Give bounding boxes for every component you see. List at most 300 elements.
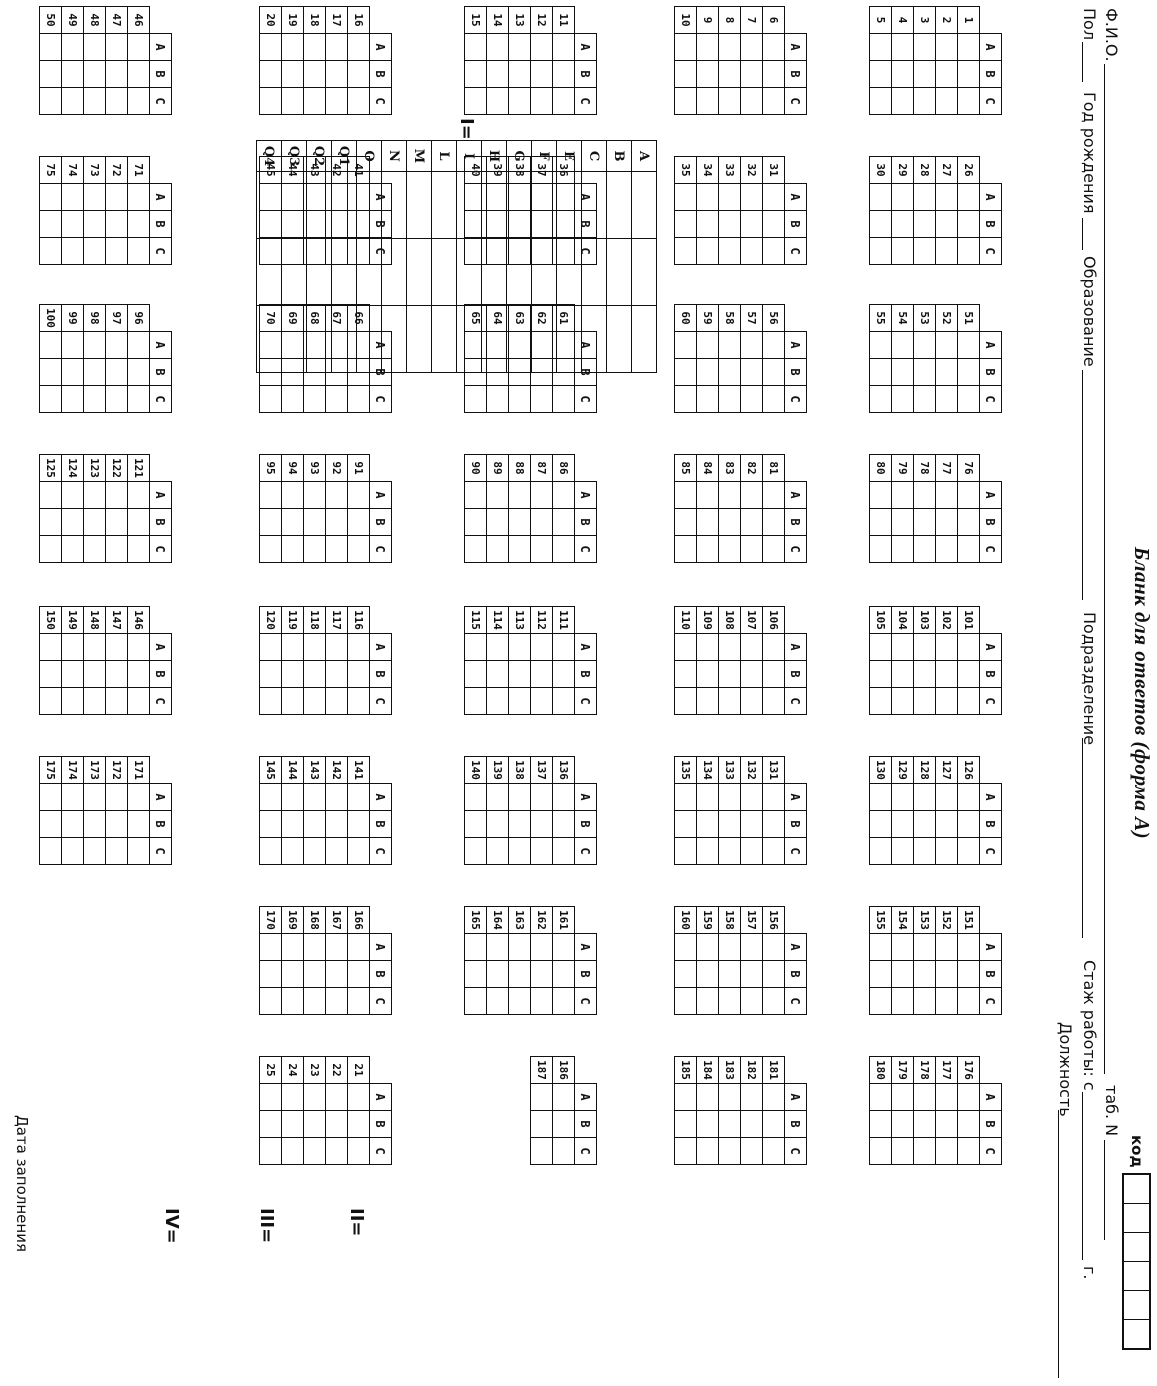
- answer-cell[interactable]: [763, 184, 785, 211]
- answer-cell[interactable]: [487, 536, 509, 563]
- factor-score-cell[interactable]: [432, 306, 457, 373]
- factor-score-cell[interactable]: [357, 172, 382, 239]
- answer-cell[interactable]: [958, 536, 980, 563]
- answer-cell[interactable]: [106, 88, 128, 115]
- answer-cell[interactable]: [936, 634, 958, 661]
- answer-cell[interactable]: [763, 1138, 785, 1165]
- answer-cell[interactable]: [870, 238, 892, 265]
- answer-cell[interactable]: [40, 386, 62, 413]
- answer-cell[interactable]: [531, 34, 553, 61]
- answer-cell[interactable]: [675, 238, 697, 265]
- position-field[interactable]: [1058, 1110, 1059, 1378]
- answer-cell[interactable]: [282, 34, 304, 61]
- factor-score-cell[interactable]: [482, 239, 507, 306]
- answer-cell[interactable]: [719, 536, 741, 563]
- answer-cell[interactable]: [936, 961, 958, 988]
- answer-cell[interactable]: [892, 784, 914, 811]
- answer-cell[interactable]: [741, 1111, 763, 1138]
- answer-cell[interactable]: [304, 34, 326, 61]
- answer-cell[interactable]: [62, 184, 84, 211]
- answer-cell[interactable]: [719, 811, 741, 838]
- answer-cell[interactable]: [487, 386, 509, 413]
- answer-cell[interactable]: [106, 332, 128, 359]
- answer-cell[interactable]: [128, 88, 150, 115]
- factor-score-cell[interactable]: [257, 239, 282, 306]
- factor-score-cell[interactable]: [632, 306, 657, 373]
- answer-cell[interactable]: [675, 332, 697, 359]
- factor-score-cell[interactable]: [257, 172, 282, 239]
- answer-cell[interactable]: [697, 961, 719, 988]
- answer-cell[interactable]: [958, 1138, 980, 1165]
- answer-cell[interactable]: [914, 61, 936, 88]
- answer-cell[interactable]: [84, 688, 106, 715]
- answer-cell[interactable]: [40, 536, 62, 563]
- answer-cell[interactable]: [936, 88, 958, 115]
- answer-cell[interactable]: [106, 359, 128, 386]
- answer-cell[interactable]: [304, 838, 326, 865]
- answer-cell[interactable]: [326, 1084, 348, 1111]
- answer-cell[interactable]: [84, 509, 106, 536]
- answer-cell[interactable]: [62, 88, 84, 115]
- answer-cell[interactable]: [675, 88, 697, 115]
- answer-cell[interactable]: [40, 838, 62, 865]
- answer-cell[interactable]: [40, 688, 62, 715]
- answer-cell[interactable]: [763, 482, 785, 509]
- answer-cell[interactable]: [282, 934, 304, 961]
- answer-cell[interactable]: [719, 88, 741, 115]
- factor-score-cell[interactable]: [632, 239, 657, 306]
- answer-cell[interactable]: [958, 482, 980, 509]
- answer-cell[interactable]: [260, 1111, 282, 1138]
- answer-cell[interactable]: [719, 1138, 741, 1165]
- answer-cell[interactable]: [936, 688, 958, 715]
- answer-cell[interactable]: [40, 509, 62, 536]
- answer-cell[interactable]: [892, 1111, 914, 1138]
- answer-cell[interactable]: [282, 961, 304, 988]
- answer-cell[interactable]: [465, 386, 487, 413]
- answer-cell[interactable]: [697, 88, 719, 115]
- answer-cell[interactable]: [128, 838, 150, 865]
- factor-score-cell[interactable]: [407, 172, 432, 239]
- answer-cell[interactable]: [84, 211, 106, 238]
- answer-cell[interactable]: [326, 988, 348, 1015]
- answer-cell[interactable]: [84, 34, 106, 61]
- answer-cell[interactable]: [870, 934, 892, 961]
- answer-cell[interactable]: [741, 988, 763, 1015]
- answer-cell[interactable]: [741, 934, 763, 961]
- answer-cell[interactable]: [487, 661, 509, 688]
- answer-cell[interactable]: [106, 386, 128, 413]
- answer-cell[interactable]: [892, 838, 914, 865]
- answer-cell[interactable]: [914, 688, 936, 715]
- factor-score-cell[interactable]: [632, 172, 657, 239]
- answer-cell[interactable]: [675, 34, 697, 61]
- factor-score-cell[interactable]: [507, 239, 532, 306]
- answer-cell[interactable]: [719, 661, 741, 688]
- answer-cell[interactable]: [892, 988, 914, 1015]
- answer-cell[interactable]: [40, 211, 62, 238]
- answer-cell[interactable]: [465, 961, 487, 988]
- answer-cell[interactable]: [719, 359, 741, 386]
- answer-cell[interactable]: [40, 811, 62, 838]
- answer-cell[interactable]: [106, 61, 128, 88]
- answer-cell[interactable]: [958, 934, 980, 961]
- code-box-cell[interactable]: [1124, 1291, 1149, 1320]
- answer-cell[interactable]: [675, 359, 697, 386]
- answer-cell[interactable]: [84, 61, 106, 88]
- factor-score-cell[interactable]: [457, 172, 482, 239]
- answer-cell[interactable]: [741, 211, 763, 238]
- answer-cell[interactable]: [260, 661, 282, 688]
- factor-score-cell[interactable]: [307, 306, 332, 373]
- factor-score-cell[interactable]: [532, 172, 557, 239]
- answer-cell[interactable]: [697, 238, 719, 265]
- education-field[interactable]: [1082, 370, 1083, 600]
- answer-cell[interactable]: [106, 661, 128, 688]
- answer-cell[interactable]: [553, 961, 575, 988]
- answer-cell[interactable]: [914, 811, 936, 838]
- answer-cell[interactable]: [40, 184, 62, 211]
- answer-cell[interactable]: [304, 61, 326, 88]
- answer-cell[interactable]: [260, 811, 282, 838]
- answer-cell[interactable]: [870, 509, 892, 536]
- factor-score-cell[interactable]: [382, 239, 407, 306]
- answer-cell[interactable]: [719, 634, 741, 661]
- answer-cell[interactable]: [741, 838, 763, 865]
- answer-cell[interactable]: [936, 61, 958, 88]
- answer-cell[interactable]: [128, 536, 150, 563]
- answer-cell[interactable]: [465, 784, 487, 811]
- answer-cell[interactable]: [326, 784, 348, 811]
- answer-cell[interactable]: [509, 661, 531, 688]
- work-experience-field[interactable]: [1082, 1092, 1083, 1260]
- answer-cell[interactable]: [763, 688, 785, 715]
- answer-cell[interactable]: [282, 811, 304, 838]
- answer-cell[interactable]: [260, 988, 282, 1015]
- answer-cell[interactable]: [62, 536, 84, 563]
- answer-cell[interactable]: [763, 1111, 785, 1138]
- answer-cell[interactable]: [958, 838, 980, 865]
- answer-cell[interactable]: [719, 509, 741, 536]
- answer-cell[interactable]: [741, 34, 763, 61]
- answer-cell[interactable]: [348, 838, 370, 865]
- answer-cell[interactable]: [741, 386, 763, 413]
- answer-cell[interactable]: [106, 34, 128, 61]
- answer-cell[interactable]: [326, 34, 348, 61]
- answer-cell[interactable]: [282, 1111, 304, 1138]
- answer-cell[interactable]: [958, 509, 980, 536]
- answer-cell[interactable]: [553, 509, 575, 536]
- answer-cell[interactable]: [958, 238, 980, 265]
- answer-cell[interactable]: [553, 536, 575, 563]
- answer-cell[interactable]: [326, 661, 348, 688]
- answer-cell[interactable]: [914, 332, 936, 359]
- answer-cell[interactable]: [763, 661, 785, 688]
- answer-cell[interactable]: [509, 988, 531, 1015]
- answer-cell[interactable]: [697, 482, 719, 509]
- answer-cell[interactable]: [763, 509, 785, 536]
- answer-cell[interactable]: [465, 934, 487, 961]
- factor-score-cell[interactable]: [407, 239, 432, 306]
- answer-cell[interactable]: [936, 1138, 958, 1165]
- answer-cell[interactable]: [487, 634, 509, 661]
- sex-field[interactable]: [1082, 42, 1083, 82]
- answer-cell[interactable]: [914, 784, 936, 811]
- answer-cell[interactable]: [936, 359, 958, 386]
- answer-cell[interactable]: [914, 211, 936, 238]
- answer-cell[interactable]: [487, 934, 509, 961]
- answer-cell[interactable]: [106, 634, 128, 661]
- answer-cell[interactable]: [741, 332, 763, 359]
- answer-cell[interactable]: [348, 88, 370, 115]
- answer-cell[interactable]: [741, 238, 763, 265]
- answer-cell[interactable]: [763, 88, 785, 115]
- answer-cell[interactable]: [260, 838, 282, 865]
- answer-cell[interactable]: [675, 988, 697, 1015]
- answer-cell[interactable]: [62, 784, 84, 811]
- answer-cell[interactable]: [553, 1111, 575, 1138]
- answer-cell[interactable]: [282, 1138, 304, 1165]
- answer-cell[interactable]: [62, 811, 84, 838]
- answer-cell[interactable]: [62, 634, 84, 661]
- answer-cell[interactable]: [106, 482, 128, 509]
- answer-cell[interactable]: [914, 536, 936, 563]
- answer-cell[interactable]: [936, 988, 958, 1015]
- answer-cell[interactable]: [914, 1111, 936, 1138]
- answer-cell[interactable]: [958, 34, 980, 61]
- answer-cell[interactable]: [304, 509, 326, 536]
- answer-cell[interactable]: [936, 184, 958, 211]
- answer-cell[interactable]: [106, 688, 128, 715]
- answer-cell[interactable]: [741, 688, 763, 715]
- answer-cell[interactable]: [914, 509, 936, 536]
- answer-cell[interactable]: [84, 238, 106, 265]
- factor-score-cell[interactable]: [382, 172, 407, 239]
- answer-cell[interactable]: [465, 61, 487, 88]
- answer-cell[interactable]: [675, 934, 697, 961]
- answer-cell[interactable]: [697, 661, 719, 688]
- answer-cell[interactable]: [84, 359, 106, 386]
- answer-cell[interactable]: [260, 688, 282, 715]
- answer-cell[interactable]: [697, 811, 719, 838]
- answer-cell[interactable]: [260, 961, 282, 988]
- answer-cell[interactable]: [763, 784, 785, 811]
- answer-cell[interactable]: [40, 482, 62, 509]
- answer-cell[interactable]: [509, 838, 531, 865]
- answer-cell[interactable]: [487, 509, 509, 536]
- answer-cell[interactable]: [84, 482, 106, 509]
- answer-cell[interactable]: [84, 386, 106, 413]
- answer-cell[interactable]: [870, 811, 892, 838]
- answer-cell[interactable]: [260, 536, 282, 563]
- answer-cell[interactable]: [763, 634, 785, 661]
- answer-cell[interactable]: [553, 634, 575, 661]
- answer-cell[interactable]: [763, 934, 785, 961]
- answer-cell[interactable]: [936, 211, 958, 238]
- factor-score-cell[interactable]: [307, 239, 332, 306]
- factor-score-cell[interactable]: [282, 306, 307, 373]
- answer-cell[interactable]: [914, 934, 936, 961]
- answer-cell[interactable]: [719, 838, 741, 865]
- answer-cell[interactable]: [348, 386, 370, 413]
- answer-cell[interactable]: [958, 634, 980, 661]
- answer-cell[interactable]: [697, 1111, 719, 1138]
- answer-cell[interactable]: [465, 838, 487, 865]
- answer-cell[interactable]: [348, 661, 370, 688]
- answer-cell[interactable]: [304, 88, 326, 115]
- answer-cell[interactable]: [553, 784, 575, 811]
- answer-cell[interactable]: [697, 61, 719, 88]
- answer-cell[interactable]: [741, 661, 763, 688]
- factor-score-cell[interactable]: [582, 172, 607, 239]
- answer-cell[interactable]: [741, 61, 763, 88]
- answer-cell[interactable]: [465, 988, 487, 1015]
- answer-cell[interactable]: [128, 509, 150, 536]
- answer-cell[interactable]: [936, 784, 958, 811]
- factor-score-cell[interactable]: [307, 172, 332, 239]
- answer-cell[interactable]: [892, 661, 914, 688]
- answer-cell[interactable]: [40, 784, 62, 811]
- answer-cell[interactable]: [62, 661, 84, 688]
- answer-cell[interactable]: [892, 332, 914, 359]
- answer-cell[interactable]: [40, 332, 62, 359]
- factor-score-cell[interactable]: [432, 239, 457, 306]
- answer-cell[interactable]: [675, 961, 697, 988]
- factor-score-cell[interactable]: [507, 306, 532, 373]
- answer-cell[interactable]: [509, 961, 531, 988]
- birth-year-field[interactable]: [1082, 218, 1083, 250]
- answer-cell[interactable]: [914, 961, 936, 988]
- answer-cell[interactable]: [40, 238, 62, 265]
- answer-cell[interactable]: [892, 482, 914, 509]
- answer-cell[interactable]: [84, 184, 106, 211]
- answer-cell[interactable]: [892, 1138, 914, 1165]
- answer-cell[interactable]: [40, 34, 62, 61]
- answer-cell[interactable]: [84, 811, 106, 838]
- answer-cell[interactable]: [870, 961, 892, 988]
- answer-cell[interactable]: [763, 359, 785, 386]
- answer-cell[interactable]: [348, 482, 370, 509]
- answer-cell[interactable]: [870, 1138, 892, 1165]
- answer-cell[interactable]: [553, 1084, 575, 1111]
- answer-cell[interactable]: [304, 482, 326, 509]
- answer-cell[interactable]: [892, 211, 914, 238]
- answer-cell[interactable]: [763, 34, 785, 61]
- answer-cell[interactable]: [870, 61, 892, 88]
- answer-cell[interactable]: [958, 988, 980, 1015]
- answer-cell[interactable]: [741, 536, 763, 563]
- answer-cell[interactable]: [741, 184, 763, 211]
- answer-cell[interactable]: [260, 34, 282, 61]
- answer-cell[interactable]: [936, 386, 958, 413]
- answer-cell[interactable]: [870, 536, 892, 563]
- answer-cell[interactable]: [487, 811, 509, 838]
- answer-cell[interactable]: [719, 34, 741, 61]
- answer-cell[interactable]: [870, 1084, 892, 1111]
- answer-cell[interactable]: [465, 482, 487, 509]
- answer-cell[interactable]: [531, 61, 553, 88]
- answer-cell[interactable]: [719, 1111, 741, 1138]
- factor-score-cell[interactable]: [557, 172, 582, 239]
- answer-cell[interactable]: [675, 184, 697, 211]
- answer-cell[interactable]: [763, 332, 785, 359]
- answer-cell[interactable]: [304, 934, 326, 961]
- answer-cell[interactable]: [892, 811, 914, 838]
- answer-cell[interactable]: [553, 661, 575, 688]
- answer-cell[interactable]: [509, 688, 531, 715]
- answer-cell[interactable]: [509, 386, 531, 413]
- answer-cell[interactable]: [348, 61, 370, 88]
- answer-cell[interactable]: [763, 536, 785, 563]
- answer-cell[interactable]: [763, 211, 785, 238]
- answer-cell[interactable]: [892, 934, 914, 961]
- code-box-cell[interactable]: [1124, 1233, 1149, 1262]
- answer-cell[interactable]: [326, 634, 348, 661]
- answer-cell[interactable]: [326, 811, 348, 838]
- answer-cell[interactable]: [675, 386, 697, 413]
- answer-cell[interactable]: [531, 934, 553, 961]
- answer-cell[interactable]: [892, 509, 914, 536]
- answer-cell[interactable]: [553, 34, 575, 61]
- answer-cell[interactable]: [326, 482, 348, 509]
- answer-cell[interactable]: [326, 536, 348, 563]
- answer-cell[interactable]: [487, 961, 509, 988]
- answer-cell[interactable]: [128, 238, 150, 265]
- answer-cell[interactable]: [128, 784, 150, 811]
- answer-cell[interactable]: [675, 482, 697, 509]
- answer-cell[interactable]: [914, 34, 936, 61]
- answer-cell[interactable]: [40, 88, 62, 115]
- answer-cell[interactable]: [260, 934, 282, 961]
- answer-cell[interactable]: [719, 934, 741, 961]
- factor-score-cell[interactable]: [607, 306, 632, 373]
- factor-score-cell[interactable]: [332, 239, 357, 306]
- answer-cell[interactable]: [870, 88, 892, 115]
- answer-cell[interactable]: [531, 482, 553, 509]
- answer-cell[interactable]: [958, 784, 980, 811]
- answer-cell[interactable]: [282, 386, 304, 413]
- answer-cell[interactable]: [892, 1084, 914, 1111]
- answer-cell[interactable]: [531, 784, 553, 811]
- answer-cell[interactable]: [531, 988, 553, 1015]
- answer-cell[interactable]: [936, 934, 958, 961]
- answer-cell[interactable]: [84, 784, 106, 811]
- answer-cell[interactable]: [958, 688, 980, 715]
- answer-cell[interactable]: [958, 1111, 980, 1138]
- answer-cell[interactable]: [465, 34, 487, 61]
- answer-cell[interactable]: [509, 34, 531, 61]
- answer-cell[interactable]: [62, 211, 84, 238]
- answer-cell[interactable]: [487, 482, 509, 509]
- answer-cell[interactable]: [62, 332, 84, 359]
- answer-cell[interactable]: [348, 811, 370, 838]
- answer-cell[interactable]: [128, 359, 150, 386]
- answer-cell[interactable]: [531, 536, 553, 563]
- answer-cell[interactable]: [697, 634, 719, 661]
- answer-cell[interactable]: [697, 838, 719, 865]
- answer-cell[interactable]: [697, 184, 719, 211]
- answer-cell[interactable]: [40, 359, 62, 386]
- answer-cell[interactable]: [326, 934, 348, 961]
- answer-cell[interactable]: [697, 536, 719, 563]
- answer-cell[interactable]: [958, 332, 980, 359]
- answer-cell[interactable]: [282, 509, 304, 536]
- answer-cell[interactable]: [531, 688, 553, 715]
- department-field[interactable]: [1082, 738, 1083, 938]
- answer-cell[interactable]: [958, 88, 980, 115]
- answer-cell[interactable]: [509, 61, 531, 88]
- answer-cell[interactable]: [675, 211, 697, 238]
